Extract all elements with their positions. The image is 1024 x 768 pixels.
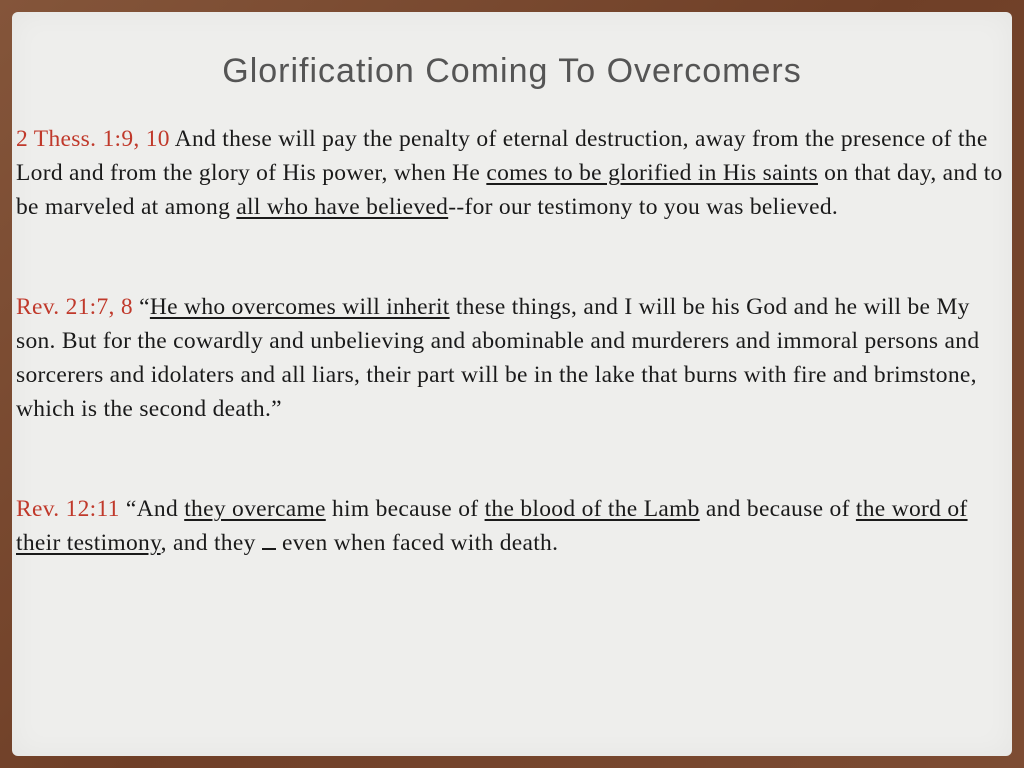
passage-text: And these will pay the penalty of eternal destruction, away from the presence of the Lord and from the glory of His power, when He <box>16 126 988 186</box>
underlined-phrase: comes to be glorified in His saints <box>486 160 818 186</box>
passage-revelation-12 <box>16 492 1010 560</box>
passage-text: and because of <box>699 496 856 522</box>
passage-text: on that day, and to be marveled at among <box>16 160 1003 220</box>
passage-text: “And <box>119 496 185 522</box>
underlined-phrase: He who overcomes will inherit <box>149 294 450 320</box>
underlined-phrase: all who have believed <box>236 194 449 220</box>
passage-2-thessalonians <box>16 122 1010 224</box>
fill-in-blank <box>262 528 276 550</box>
scripture-reference: 2 Thess. 1:9, 10 <box>16 126 170 152</box>
underlined-phrase: the blood of the Lamb <box>484 496 700 522</box>
passage-text: these things, and I will be his God and he will be My son. But for the cowardly and unbelieving and abominable and murderers and immoral persons and sorcerers and idolaters and all liars, their part will be in the lake that burns with fire and brimstone, which is the second death.” <box>16 294 980 422</box>
underlined-phrase: they overcame <box>184 496 326 522</box>
passage-text: him because of <box>325 496 485 522</box>
slide-title: Glorification Coming To Overcomers <box>222 52 802 90</box>
passage-text: “ <box>132 294 150 320</box>
slide <box>12 12 1012 756</box>
passage-revelation-21 <box>16 290 1010 426</box>
passage-text: , and they <box>160 530 262 556</box>
passage-text: even when faced with death. <box>275 530 559 556</box>
scripture-reference: Rev. 12:11 <box>16 496 120 522</box>
passage-text: --for our testimony to you was believed. <box>448 194 839 220</box>
scripture-reference: Rev. 21:7, 8 <box>16 294 133 320</box>
underlined-phrase: the word of their testimony <box>16 496 968 556</box>
